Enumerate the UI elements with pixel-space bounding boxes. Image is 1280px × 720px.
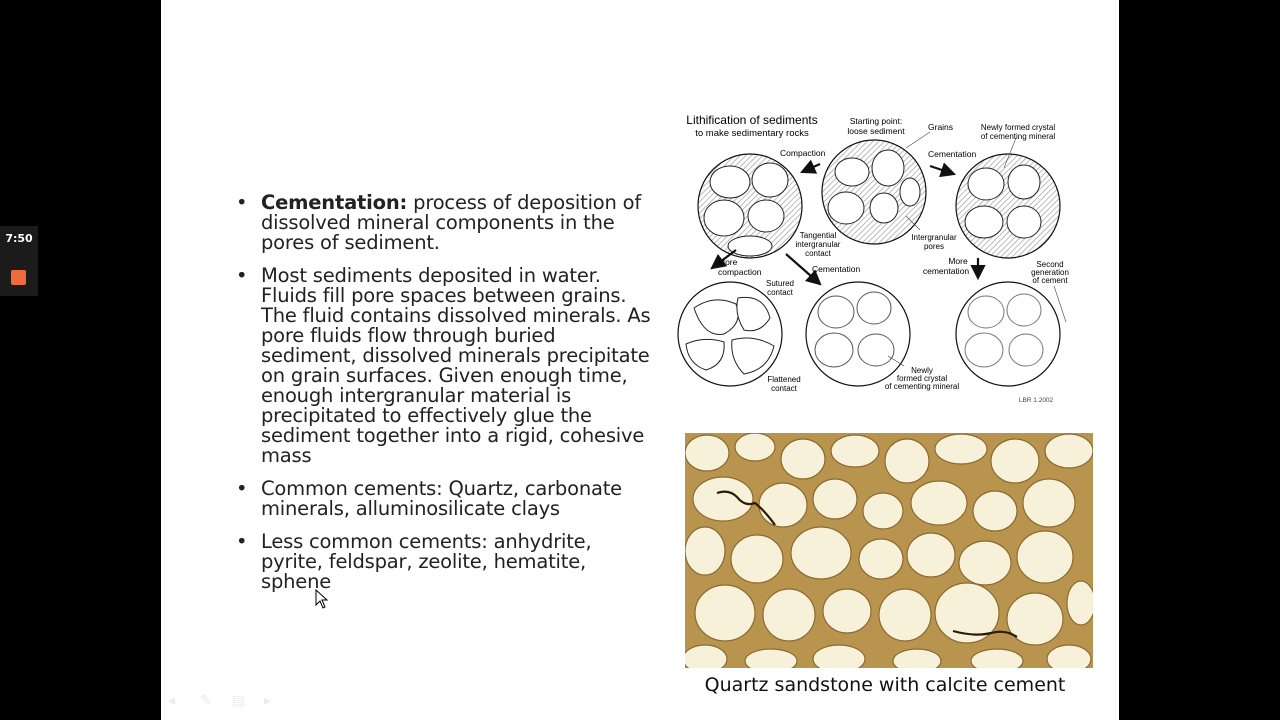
grain-circle-start (822, 140, 926, 244)
recorder-widget (0, 226, 38, 296)
label-tangential1: Tangential (799, 231, 837, 240)
label-grains: Grains (928, 122, 954, 132)
bullet-common-cements: • Common cements: Quartz, carbonate minerals, alluminosilicate clays (236, 479, 656, 519)
bullet-term: Cementation: (261, 191, 408, 214)
label-tangential3: contact (805, 249, 831, 258)
label-newly2: formed crystal (896, 374, 948, 383)
label-newcrystal1: Newly formed crystal (980, 123, 1056, 132)
diagram-title: Lithification of sediments (686, 113, 818, 127)
grain-circle-cementation-lower (806, 282, 910, 386)
label-compaction: Compaction (780, 148, 826, 158)
label-more-cementation2: cementation (922, 266, 970, 276)
label-sutured1: Sutured (765, 279, 795, 288)
bullet-list (236, 193, 656, 605)
bullet-sediments: • Most sediments deposited in water. Fluids fill pore spaces between grains. The fluid contains dissolved minerals. As pore fluids flow through buried sediment, dissolved minerals precipitate on grain surfaces. Given enough time, enough intergranular material is precipitated to effectively glue the sediment together into a rigid, cohesive mass (236, 266, 656, 466)
label-more-compaction2: compaction (718, 267, 762, 277)
label-flattened1: Flattened (767, 375, 801, 384)
grain-circle-more-compaction (678, 282, 782, 386)
label-cementation-top: Cementation (928, 149, 977, 159)
label-newcrystal2: of cementing mineral (980, 132, 1056, 141)
lithification-diagram (674, 108, 1094, 408)
bullet-cementation (236, 193, 656, 253)
label-second2: generation (1031, 268, 1069, 277)
label-start1: Starting point: (849, 116, 903, 126)
label-second3: of cement (1032, 276, 1068, 285)
previous-slide-icon[interactable]: ◂ (168, 693, 176, 709)
label-sutured2: contact (767, 288, 793, 297)
label-intergranular2: pores (923, 242, 945, 251)
mouse-pointer-icon (315, 589, 329, 609)
diagram-subtitle: to make sedimentary rocks (695, 128, 809, 139)
label-tangential2: intergranular (795, 240, 841, 249)
stop-record-icon[interactable] (11, 270, 26, 285)
label-more-compaction1: More (718, 257, 738, 267)
label-intergranular1: Intergranular (911, 233, 957, 242)
label-cementation-mid: Cementation (812, 264, 861, 274)
label-start2: loose sediment (847, 126, 905, 136)
sandstone-photo (685, 433, 1093, 668)
label-newly3: of cementing mineral (884, 382, 960, 391)
label-second1: Second (1036, 260, 1064, 269)
pen-icon[interactable]: ✎ (200, 693, 212, 709)
grain-circle-compaction (698, 154, 802, 258)
bullet-less-common-cements: • Less common cements: anhydrite, pyrite, feldspar, zeolite, hematite, sphene (236, 532, 656, 592)
label-flattened2: contact (771, 384, 797, 393)
grain-circle-cementation (956, 154, 1060, 258)
label-more-cementation1: More (948, 256, 968, 266)
menu-icon[interactable]: ▤ (232, 693, 246, 709)
photo-caption: Quartz sandstone with calcite cement (704, 674, 1066, 696)
diagram-credit: LBR 1.2002 (1018, 397, 1054, 404)
slide-nav-toolbar (168, 693, 286, 711)
recorder-time: 7:50 (5, 232, 33, 245)
bullet-text: process of deposition of dissolved mineral components in the pores of sediment. (261, 191, 642, 254)
label-newly1: Newly (911, 366, 933, 375)
grain-circle-more-cementation (956, 282, 1060, 386)
next-slide-icon[interactable]: ▸ (264, 693, 272, 709)
